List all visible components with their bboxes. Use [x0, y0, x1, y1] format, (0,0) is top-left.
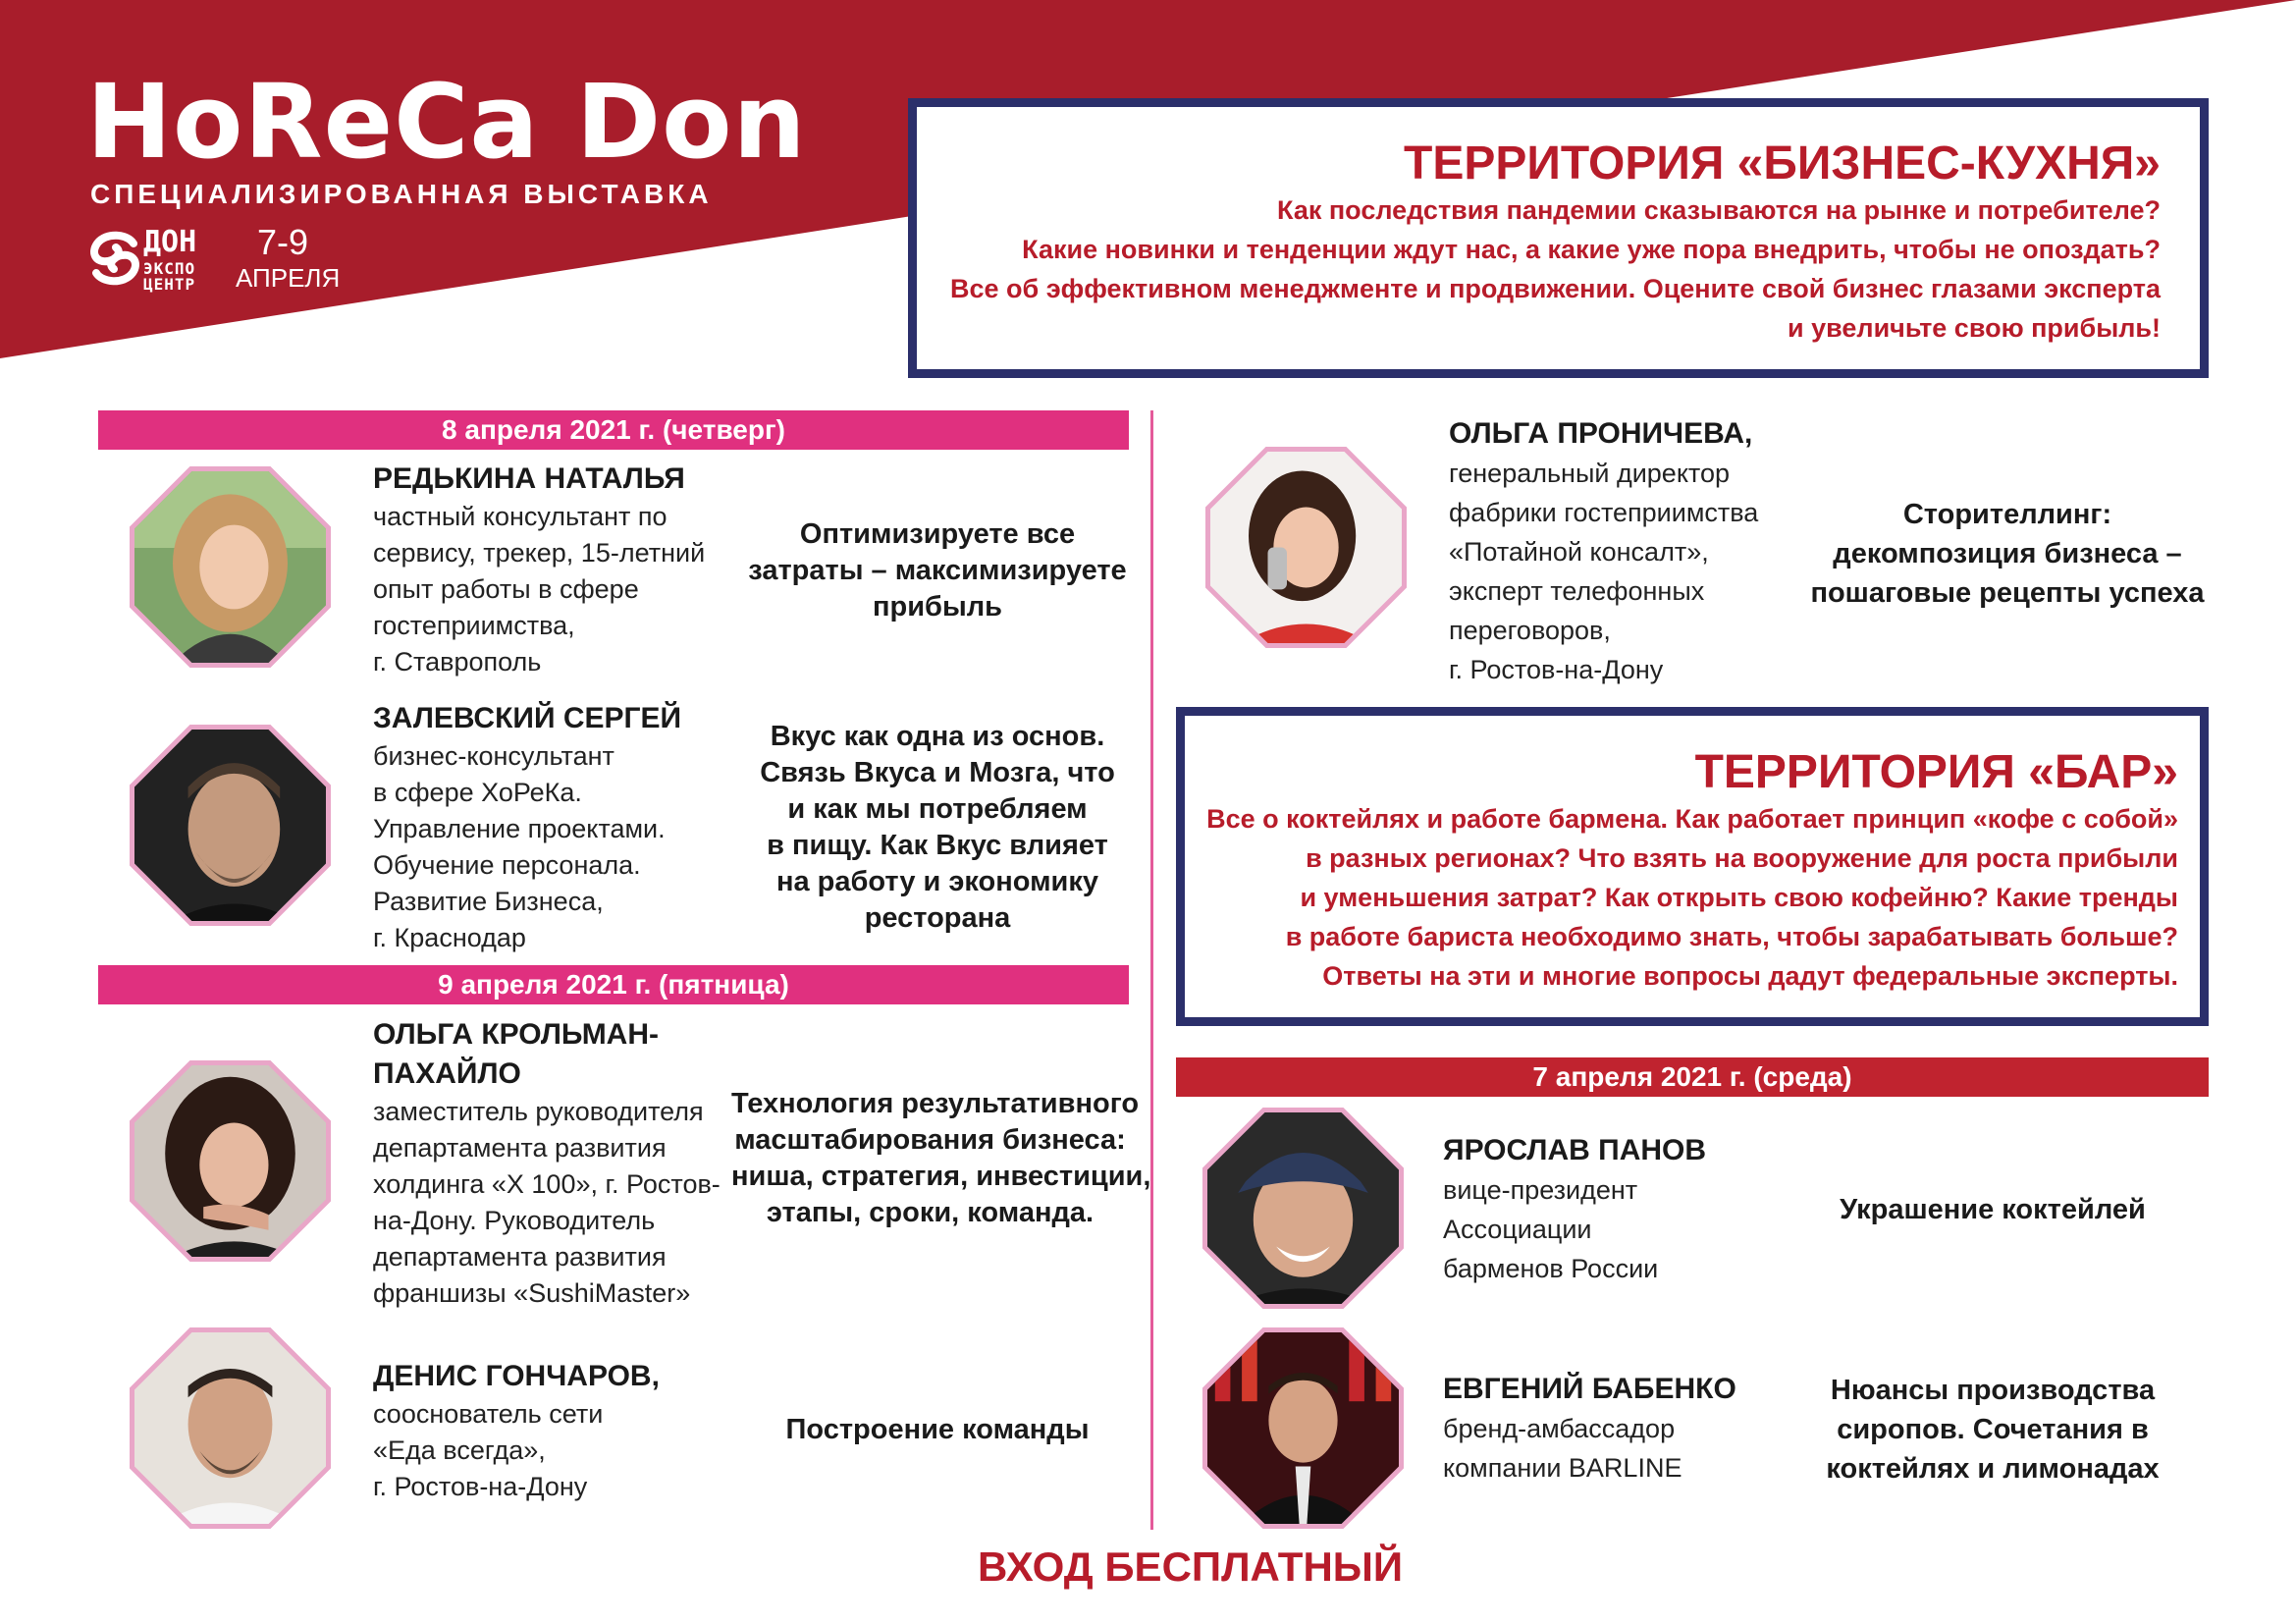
desc-line: Обучение персонала. [373, 850, 641, 880]
speaker-info-redkina [373, 460, 705, 680]
speaker-info-babenko [1443, 1370, 1736, 1488]
desc-line: опыт работы в сфере [373, 574, 639, 604]
logo-title: HoReCa Don [86, 62, 807, 182]
speaker-name: ЯРОСЛАВ ПАНОВ [1443, 1134, 1707, 1166]
speaker-photo-zalevsky [130, 725, 331, 926]
desc-line: генеральный директор [1449, 459, 1731, 488]
territory-bar-line: Ответы на эти и многие вопросы дадут федеральные эксперты. [1322, 961, 2178, 992]
speaker-name [373, 1015, 721, 1094]
desc-line: г. Краснодар [373, 923, 526, 952]
territory-bar-line: Все о коктейлях и работе бармена. Как работает принцип «кофе с собой» [1206, 804, 2178, 835]
territory-business-line: и увеличьте свою прибыль! [1788, 313, 2161, 344]
speaker-photo-pronicheva [1205, 447, 1407, 648]
speaker-topic-krolman [731, 1086, 1151, 1231]
desc-line: департамента развития [373, 1133, 667, 1163]
portrait-image [134, 471, 326, 663]
portrait-image [1207, 1112, 1399, 1304]
day-header-apr9: 9 апреля 2021 г. (пятница) [98, 965, 1129, 1004]
desc-line: «Потайной консалт», [1449, 537, 1709, 567]
topic-line: прибыль [873, 591, 1002, 623]
desc-line: частный консультант по [373, 502, 667, 531]
topic-line: Построение команды [785, 1414, 1090, 1445]
territory-business-line: Все об эффективном менеджменте и продвижении. Оцените свой бизнес глазами эксперта [950, 274, 2161, 304]
desc-line: г. Ставрополь [373, 647, 542, 677]
speaker-description [1443, 1409, 1736, 1488]
event-dates: 7-9 [257, 222, 309, 262]
topic-line: Технология результативного [731, 1088, 1140, 1119]
territory-business-text [917, 190, 2161, 348]
speaker-photo-panov [1202, 1108, 1404, 1309]
desc-line: франшизы «SushiMaster» [373, 1278, 691, 1308]
territory-bar-line: в работе бариста необходимо знать, чтобы зарабатывать больше? [1285, 922, 2178, 952]
speaker-topic-panov [1787, 1192, 2199, 1228]
name-line: ПАХАЙЛО [373, 1057, 521, 1090]
portrait-image [1210, 452, 1402, 643]
free-entry-notice: ВХОД БЕСПЛАТНЫЙ [978, 1543, 1404, 1590]
portrait-image [134, 730, 326, 921]
event-month: АПРЕЛЯ [236, 263, 341, 293]
expo-logo-line1: ДОН [143, 225, 197, 259]
desc-line: фабрики гостеприимства [1449, 498, 1759, 527]
topic-line: затраты – максимизируете [748, 555, 1127, 586]
expo-logo-line3: ЦЕНТР [143, 275, 196, 294]
speaker-name: ДЕНИС ГОНЧАРОВ, [373, 1360, 660, 1392]
desc-line: Управление проектами. [373, 814, 666, 843]
topic-line: коктейлях и лимонадах [1826, 1453, 2160, 1485]
don-expo-center-logo [88, 224, 216, 293]
speaker-photo-krolman [130, 1060, 331, 1262]
desc-line: Развитие Бизнеса, [373, 887, 604, 916]
portrait-image [134, 1065, 326, 1257]
territory-bar-text [1185, 799, 2178, 996]
day-header-apr7: 7 апреля 2021 г. (среда) [1176, 1057, 2209, 1097]
territory-bar-line: в разных регионах? Что взять на вооружение для роста прибыли [1306, 843, 2178, 874]
desc-line: гостеприимства, [373, 611, 575, 640]
topic-line: в пищу. Как Вкус влияет [767, 830, 1108, 861]
portrait-image [134, 1332, 326, 1524]
speaker-name: РЕДЬКИНА НАТАЛЬЯ [373, 462, 685, 495]
territory-bar-title: ТЕРРИТОРИЯ «БАР» [1694, 746, 2178, 798]
speaker-info-zalevsky [373, 699, 681, 956]
speaker-description [373, 499, 705, 680]
topic-line: этапы, сроки, команда. [766, 1197, 1095, 1228]
speaker-name: ЗАЛЕВСКИЙ СЕРГЕЙ [373, 702, 682, 734]
desc-line: Ассоциации [1443, 1215, 1592, 1244]
speaker-description [373, 738, 681, 956]
speaker-topic-babenko [1787, 1371, 2199, 1489]
speaker-info-pronicheva [1449, 414, 1758, 689]
topic-line: Сторителлинг: [1902, 499, 2112, 530]
topic-line: ресторана [864, 902, 1011, 934]
territory-business-title: ТЕРРИТОРИЯ «БИЗНЕС-КУХНЯ» [1404, 137, 2161, 189]
desc-line: эксперт телефонных [1449, 576, 1705, 606]
desc-line: заместитель руководителя [373, 1097, 704, 1126]
topic-line: Связь Вкуса и Мозга, что [760, 757, 1115, 788]
desc-line: сервису, трекер, 15-летний [373, 538, 706, 568]
name-line: ОЛЬГА КРОЛЬМАН- [373, 1018, 660, 1051]
topic-line: Украшение коктейлей [1840, 1194, 2146, 1225]
desc-line: «Еда всегда», [373, 1435, 546, 1465]
topic-line: сиропов. Сочетания в [1837, 1414, 2149, 1445]
topic-line: пошаговые рецепты успеха [1810, 577, 2205, 609]
speaker-topic-pronicheva [1806, 495, 2209, 613]
speaker-info-panov [1443, 1131, 1706, 1288]
speaker-info-goncharov [373, 1357, 660, 1505]
territory-business-box [908, 98, 2209, 378]
topic-line: Вкус как одна из основ. [770, 721, 1105, 752]
desc-line: г. Ростов-на-Дону [1449, 655, 1664, 684]
territory-business-line: Какие новинки и тенденции ждут нас, а какие уже пора внедрить, чтобы не опоздать? [1022, 235, 2161, 265]
speaker-photo-redkina [130, 466, 331, 668]
speaker-topic-zalevsky [746, 719, 1129, 937]
expo-swirl-icon [88, 230, 141, 287]
speaker-info-krolman [373, 1015, 721, 1312]
territory-bar-line: и уменьшения затрат? Как открыть свою кофейню? Какие тренды [1300, 883, 2178, 913]
topic-line: декомпозиция бизнеса – [1833, 538, 2182, 569]
desc-line: департамента развития [373, 1242, 667, 1272]
speaker-description [1443, 1170, 1706, 1288]
topic-line: ниша, стратегия, инвестиции, [731, 1161, 1151, 1192]
expo-logo-line2: ЭКСПО [143, 259, 196, 278]
territory-bar-box [1176, 707, 2209, 1026]
day-header-apr8: 8 апреля 2021 г. (четверг) [98, 410, 1129, 450]
topic-line: и как мы потребляем [787, 793, 1088, 825]
speaker-photo-babenko [1202, 1327, 1404, 1529]
speaker-topic-goncharov [746, 1412, 1129, 1448]
desc-line: сооснователь сети [373, 1399, 604, 1429]
speaker-description [373, 1396, 660, 1505]
topic-line: на работу и экономику [775, 866, 1099, 897]
desc-line: г. Ростов-на-Дону [373, 1472, 588, 1501]
desc-line: в сфере ХоРеКа. [373, 778, 582, 807]
speaker-name: ЕВГЕНИЙ БАБЕНКО [1443, 1373, 1736, 1405]
desc-line: бизнес-консультант [373, 741, 614, 771]
portrait-image [1207, 1332, 1399, 1524]
desc-line: вице-президент [1443, 1175, 1638, 1205]
speaker-photo-goncharov [130, 1327, 331, 1529]
topic-line: Оптимизируете все [799, 518, 1076, 550]
desc-line: холдинга «Х 100», г. Ростов- [373, 1169, 721, 1199]
logo-subtitle: СПЕЦИАЛИЗИРОВАННАЯ ВЫСТАВКА [90, 179, 713, 209]
column-divider [1150, 410, 1153, 1530]
speaker-name: ОЛЬГА ПРОНИЧЕВА, [1449, 417, 1753, 450]
desc-line: барменов России [1443, 1254, 1659, 1283]
topic-line: Нюансы производства [1830, 1375, 2156, 1406]
desc-line: бренд-амбассадор [1443, 1414, 1676, 1443]
desc-line: на-Дону. Руководитель [373, 1206, 656, 1235]
topic-line: масштабирования бизнеса: [734, 1124, 1126, 1156]
speaker-topic-redkina [746, 516, 1129, 625]
territory-business-line: Как последствия пандемии сказываются на рынке и потребителе? [1277, 195, 2161, 226]
desc-line: компании BARLINE [1443, 1453, 1682, 1483]
desc-line: переговоров, [1449, 616, 1611, 645]
speaker-description [373, 1094, 721, 1312]
speaker-description [1449, 454, 1758, 689]
